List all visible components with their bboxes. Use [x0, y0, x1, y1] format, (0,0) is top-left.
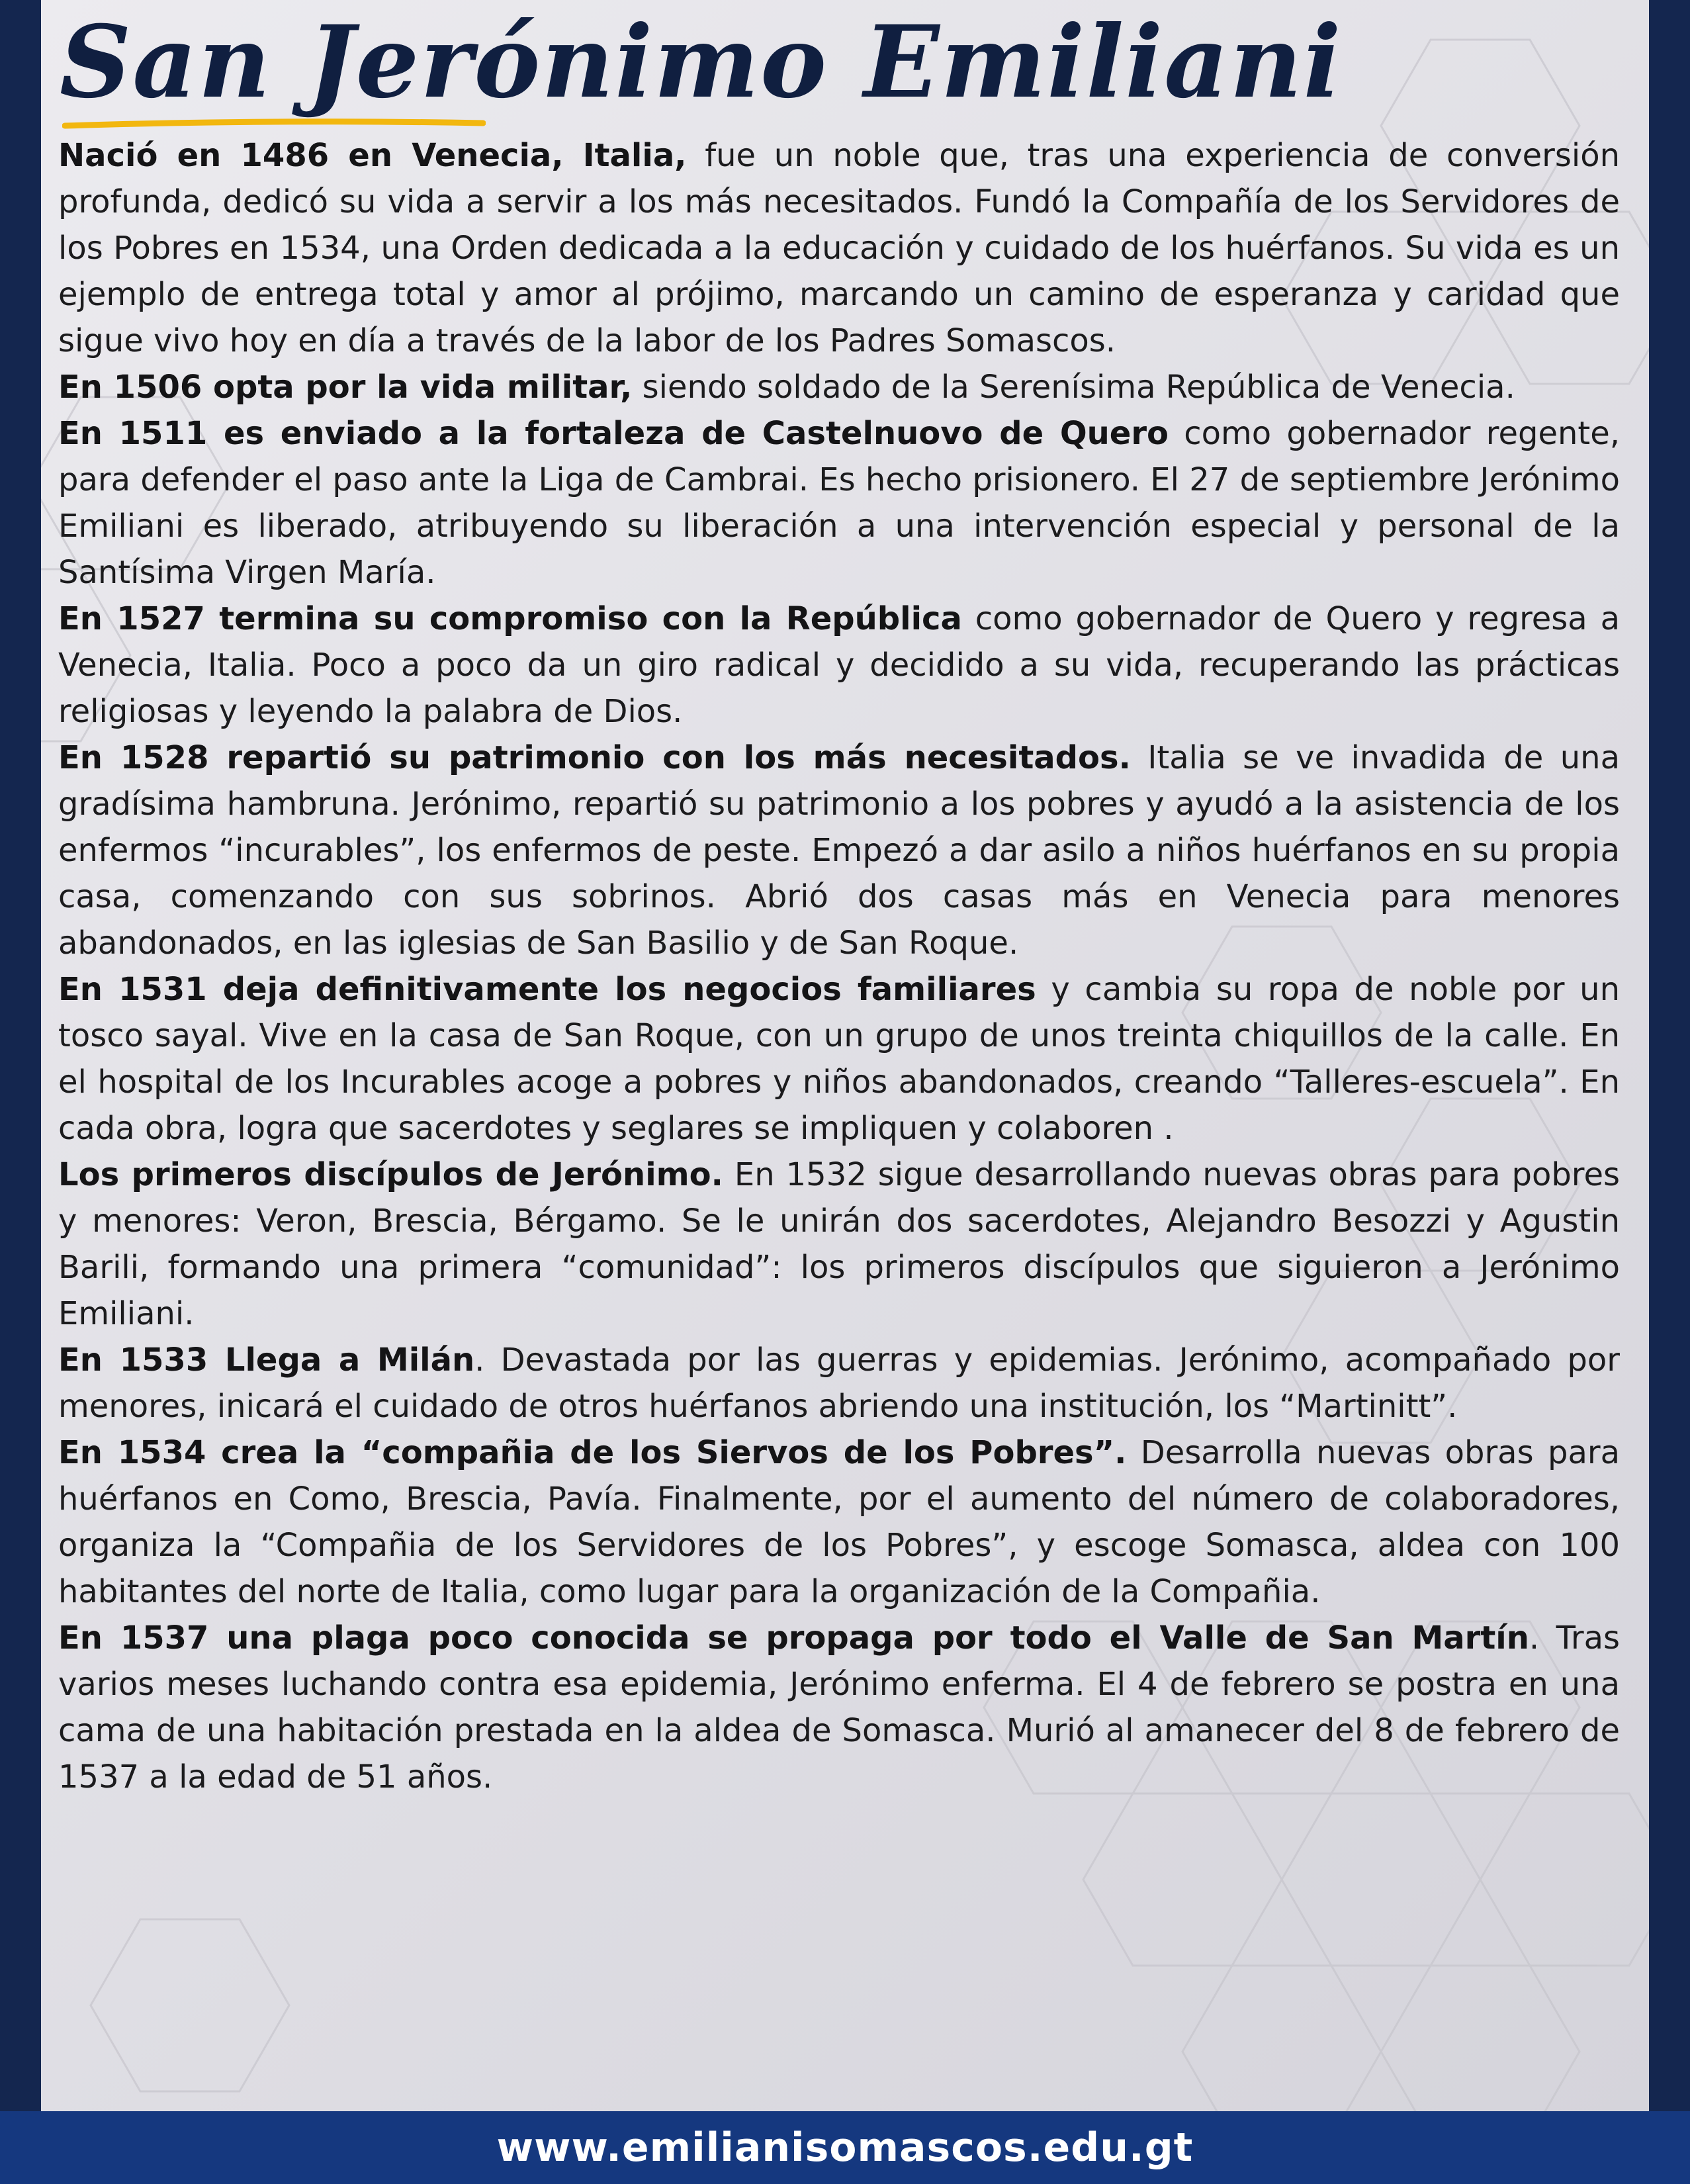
paragraph-lead: En 1527 termina su compromiso con la República — [58, 600, 962, 637]
paragraph-birth — [58, 132, 1620, 364]
paragraph-lead: Nació en 1486 en Venecia, Italia, — [58, 137, 687, 174]
paragraph-body: siendo soldado de la Serenísima República de Venecia. — [632, 369, 1515, 406]
paragraph-lead: En 1534 crea la “compañia de los Siervos de los Pobres”. — [58, 1434, 1127, 1471]
paragraph-1534 — [58, 1430, 1620, 1615]
paragraph-1533 — [58, 1337, 1620, 1430]
paragraph-1537 — [58, 1615, 1620, 1800]
biography-text — [58, 132, 1620, 1800]
paragraph-1506 — [58, 364, 1620, 410]
paragraph-body: . Tras varios meses luchando contra esa epidemia, Jerónimo enferma. El 4 de febrero se postra en una cama de una habitación prestada en la aldea de Somasca. Murió al amanecer del 8 de febrero de 1537 a la edad de 51 años. — [58, 1619, 1621, 1796]
document-page — [41, 0, 1649, 2111]
paragraph-disciples — [58, 1152, 1620, 1337]
paragraph-body: como gobernador regente, para defender el paso ante la Liga de Cambrai. Es hecho prisionero. El 27 de septiembre Jerónimo Emiliani es liberado, atribuyendo su liberación a una intervención especial y personal de la Santísima Virgen María. — [58, 415, 1621, 591]
paragraph-lead: En 1506 opta por la vida militar, — [58, 369, 633, 406]
paragraph-body: y cambia su ropa de noble por un tosco sayal. Vive en la casa de San Roque, con un grupo de unos treinta chiquillos de la calle. En el hospital de los Incurables acoge a pobres y niños abandonados, creando “Talleres-escuela”. En cada obra, logra que sacerdotes y seglares se impliquen y colaboren . — [58, 971, 1620, 1147]
paragraph-lead: En 1528 repartió su patrimonio con los más necesitados. — [58, 739, 1131, 776]
paragraph-body: fue un noble que, tras una experiencia de conversión profunda, dedicó su vida a servir a los más necesitados. Fundó la Compañía de los Servidores de los Pobres en 1534, una Orden dedicada a la educación y cuidado de los huérfanos. Su vida es un ejemplo de entrega total y amor al prójimo, marcando un camino de esperanza y caridad que sigue vivo hoy en día a través de la labor de los Padres Somascos. — [58, 137, 1621, 359]
title-underline-accent — [62, 118, 486, 130]
paragraph-1511 — [58, 410, 1620, 596]
paragraph-body: Desarrolla nuevas obras para huérfanos en Como, Brescia, Pavía. Finalmente, por el aumento del número de colaboradores, organiza la “Compañia de los Servidores de los Pobres”, y escoge Somasca, aldea con 100 habitantes del norte de Italia, como lugar para la organización de la Compañia. — [58, 1434, 1621, 1610]
paragraph-1527 — [58, 596, 1620, 735]
page-title: San Jerónimo Emiliani — [60, 4, 1343, 120]
footer-bar — [0, 2111, 1690, 2184]
footer-website-link[interactable]: www.emilianisomascos.edu.gt — [496, 2124, 1194, 2171]
paragraph-body: . Devastada por las guerras y epidemias. Jerónimo, acompañado por menores, inicará el cuidado de otros huérfanos abriendo una institución, los “Martinitt”. — [58, 1342, 1620, 1425]
paragraph-1528 — [58, 735, 1620, 966]
paragraph-lead: En 1531 deja definitivamente los negocios familiares — [58, 971, 1036, 1008]
paragraph-body: Italia se ve invadida de una gradísima hambruna. Jerónimo, repartió su patrimonio a los pobres y ayudó a la asistencia de los enfermos “incurables”, los enfermos de peste. Empezó a dar asilo a niños huérfanos en su propia casa, comenzando con sus sobrinos. Abrió dos casas más en Venecia para menores abandonados, en las iglesias de San Basilio y de San Roque. — [58, 739, 1620, 962]
paragraph-body: En 1532 sigue desarrollando nuevas obras para pobres y menores: Veron, Brescia, Bérgamo. Se le unirán dos sacerdotes, Alejandro Besozzi y Agustin Barili, formando una primera “comunidad”: los primeros discípulos que siguieron a Jerónimo Emiliani. — [58, 1156, 1620, 1332]
paragraph-1531 — [58, 966, 1620, 1152]
paragraph-lead: En 1537 una plaga poco conocida se propaga por todo el Valle de San Martín — [58, 1619, 1529, 1657]
paragraph-lead: En 1533 Llega a Milán — [58, 1342, 475, 1379]
paragraph-lead: En 1511 es enviado a la fortaleza de Castelnuovo de Quero — [58, 415, 1169, 452]
paragraph-lead: Los primeros discípulos de Jerónimo. — [58, 1156, 723, 1193]
paragraph-body: como gobernador de Quero y regresa a Venecia, Italia. Poco a poco da un giro radical y decidido a su vida, recuperando las prácticas religiosas y leyendo la palabra de Dios. — [58, 600, 1621, 730]
